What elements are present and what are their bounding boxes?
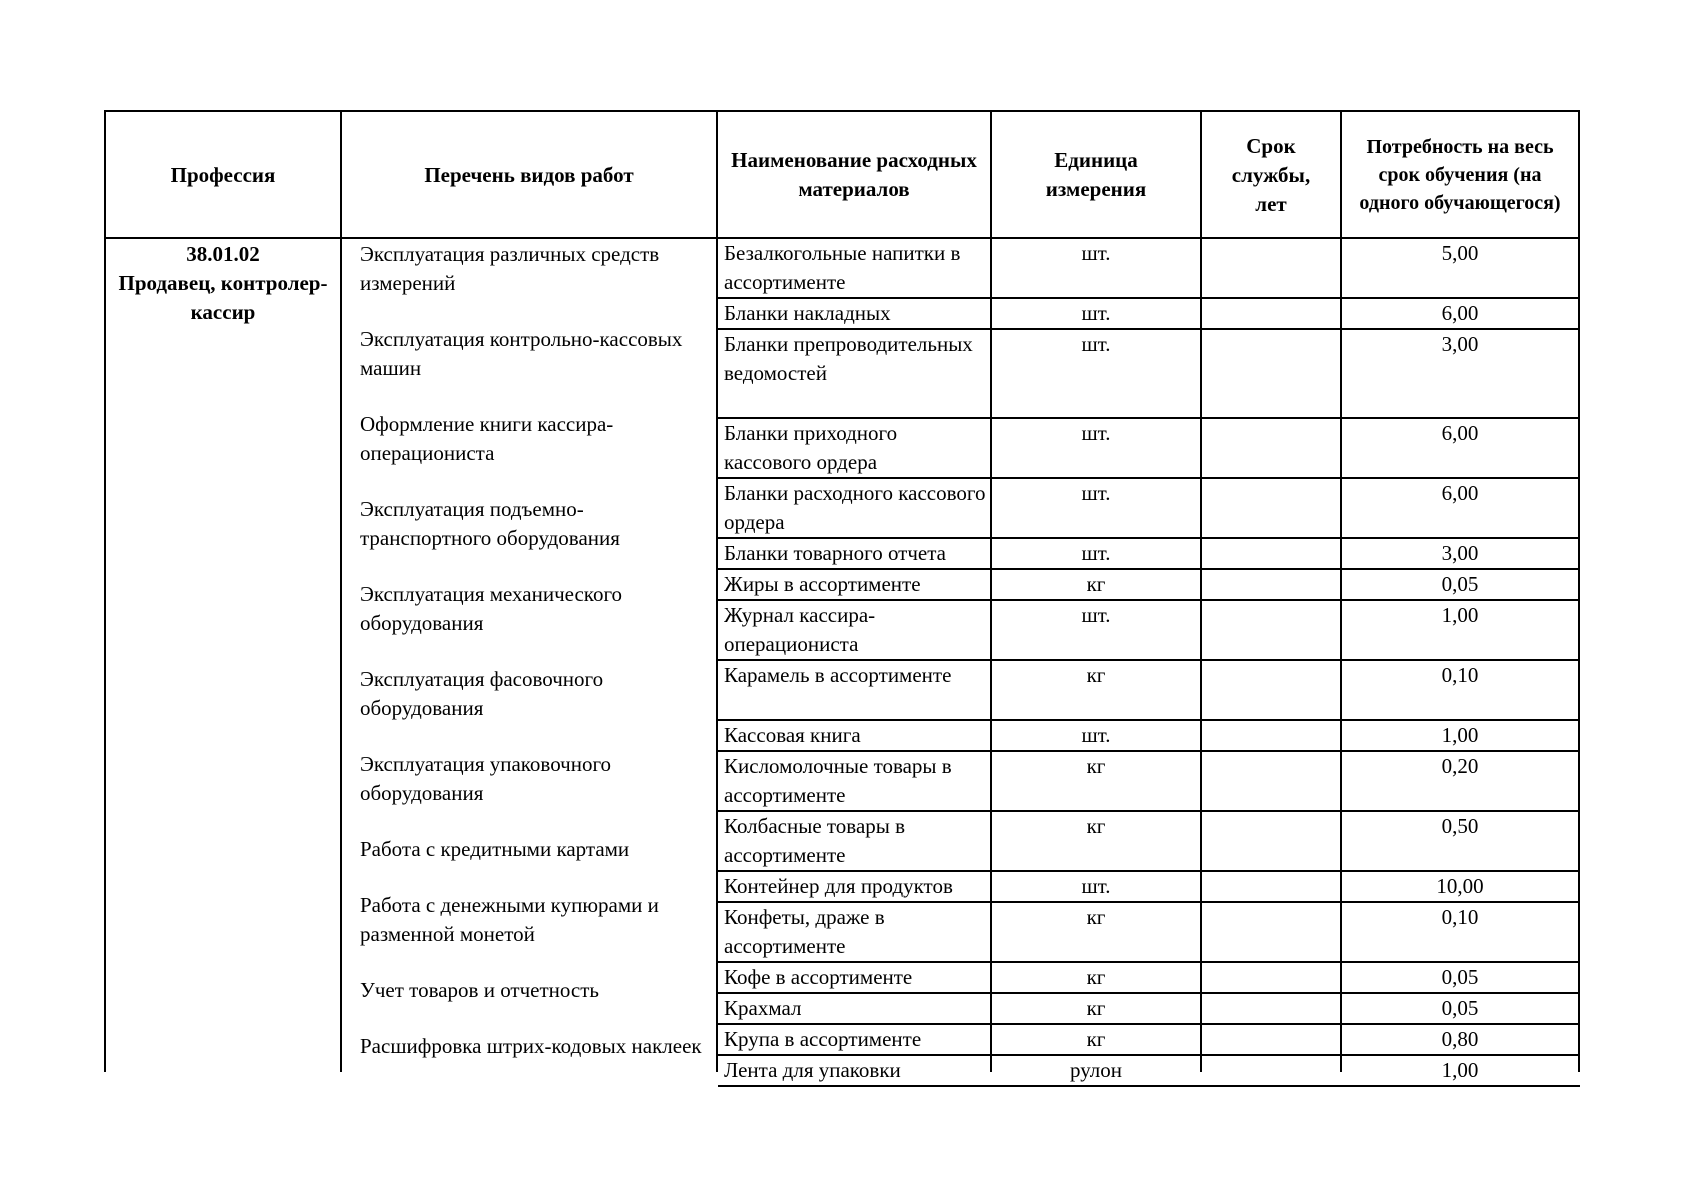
header-unit [992, 112, 1202, 238]
table-row [718, 661, 1580, 721]
material-name: Крупа в ассортименте [724, 1027, 922, 1051]
table-row [718, 721, 1580, 752]
material-name: Бланки препроводительных ведомостей [724, 332, 973, 385]
material-name: Бланки расходного кассового ордера [724, 481, 986, 534]
material-unit: кг [1086, 965, 1106, 989]
table-row [718, 1025, 1580, 1056]
material-unit: шт. [1081, 723, 1111, 747]
material-need: 6,00 [1441, 301, 1479, 325]
work-item: Расшифровка штрих-кодовых наклеек [360, 1034, 702, 1058]
material-name: Кисломолочные товары в ассортименте [724, 754, 952, 807]
table-row [718, 479, 1580, 539]
material-name: Журнал кассира-операциониста [724, 603, 876, 656]
material-name: Конфеты, драже в ассортименте [724, 905, 885, 958]
material-unit: шт. [1081, 874, 1111, 898]
header-material-name [718, 112, 992, 238]
materials-table [718, 239, 1580, 1087]
header-unit-label: Единица измерения [1045, 148, 1147, 201]
table-row [718, 570, 1580, 601]
profession-code: 38.01.02 [186, 242, 260, 266]
material-name: Жиры в ассортименте [724, 572, 921, 596]
table-row [718, 601, 1580, 661]
header-works [342, 112, 718, 238]
material-unit: кг [1086, 814, 1106, 838]
work-item: Работа с кредитными картами [360, 837, 630, 861]
material-unit: кг [1086, 905, 1106, 929]
material-need: 0,05 [1441, 965, 1479, 989]
material-need: 3,00 [1441, 332, 1479, 356]
work-item: Оформление книги кассира-операциониста [360, 412, 614, 465]
work-item: Эксплуатация фасовочного оборудования [360, 667, 604, 720]
table-row [718, 963, 1580, 994]
material-name: Безалкогольные напитки в ассортименте [724, 241, 961, 294]
column-divider [340, 237, 342, 1072]
header-service-life [1202, 112, 1342, 238]
work-item: Эксплуатация упаковочного оборудования [360, 752, 612, 805]
material-need: 5,00 [1441, 241, 1479, 265]
material-need: 0,20 [1441, 754, 1479, 778]
table-row [718, 419, 1580, 479]
material-unit: кг [1086, 572, 1106, 596]
header-profession-label: Профессия [170, 162, 276, 187]
profession-cell [106, 240, 340, 327]
material-unit: шт. [1081, 241, 1111, 265]
table-row [718, 994, 1580, 1025]
material-name: Крахмал [724, 996, 802, 1020]
header-need-label: Потребность на весь срок обучения (на одного обучающегося) [1359, 136, 1561, 214]
material-unit: шт. [1081, 541, 1111, 565]
material-need: 0,10 [1441, 663, 1479, 687]
material-name: Колбасные товары в ассортименте [724, 814, 906, 867]
material-unit: шт. [1081, 421, 1111, 445]
work-item: Эксплуатация контрольно-кассовых машин [360, 327, 683, 380]
profession-name: Продавец, контролер-кассир [118, 271, 328, 324]
material-need: 0,05 [1441, 996, 1479, 1020]
material-unit: кг [1086, 663, 1106, 687]
table-row [718, 903, 1580, 963]
header-profession [106, 112, 342, 238]
material-name: Кассовая книга [724, 723, 861, 747]
work-item: Работа с денежными купюрами и разменной монетой [360, 893, 659, 946]
material-unit: шт. [1081, 301, 1111, 325]
material-need: 1,00 [1441, 723, 1479, 747]
header-need [1342, 112, 1578, 238]
material-name: Карамель в ассортименте [724, 663, 952, 687]
table-row [718, 330, 1580, 419]
material-unit: кг [1086, 754, 1106, 778]
table-row [718, 1056, 1580, 1087]
material-name: Бланки накладных [724, 301, 891, 325]
material-name: Контейнер для продуктов [724, 874, 953, 898]
table-row [718, 299, 1580, 330]
material-name: Лента для упаковки [724, 1058, 901, 1082]
material-need: 6,00 [1441, 421, 1479, 445]
work-item: Эксплуатация механического оборудования [360, 582, 623, 635]
header-service-life-label: Срок службы, лет [1231, 133, 1311, 216]
material-need: 10,00 [1436, 874, 1484, 898]
material-unit: кг [1086, 1027, 1106, 1051]
material-unit: шт. [1081, 481, 1111, 505]
table-row [718, 539, 1580, 570]
table-row [718, 752, 1580, 812]
material-need: 3,00 [1441, 541, 1479, 565]
works-list [360, 240, 710, 1070]
material-name: Бланки приходного кассового ордера [724, 421, 898, 474]
header-material-name-label: Наименование расходных материалов [731, 148, 977, 201]
material-need: 0,05 [1441, 572, 1479, 596]
material-unit: шт. [1081, 332, 1111, 356]
header-works-label: Перечень видов работ [424, 162, 634, 187]
material-unit: кг [1086, 996, 1106, 1020]
material-need: 1,00 [1441, 603, 1479, 627]
material-unit: рулон [1069, 1058, 1123, 1082]
material-name: Кофе в ассортименте [724, 965, 913, 989]
work-item: Эксплуатация различных средств измерений [360, 242, 660, 295]
table-row [718, 239, 1580, 299]
material-name: Бланки товарного отчета [724, 541, 946, 565]
material-unit: шт. [1081, 603, 1111, 627]
material-need: 0,80 [1441, 1027, 1479, 1051]
material-need: 0,10 [1441, 905, 1479, 929]
work-item: Учет товаров и отчетность [360, 978, 599, 1002]
material-need: 1,00 [1441, 1058, 1479, 1082]
material-need: 0,50 [1441, 814, 1479, 838]
work-item: Эксплуатация подъемно-транспортного оборудования [360, 497, 620, 550]
table-row [718, 812, 1580, 872]
table-row [718, 872, 1580, 903]
material-need: 6,00 [1441, 481, 1479, 505]
